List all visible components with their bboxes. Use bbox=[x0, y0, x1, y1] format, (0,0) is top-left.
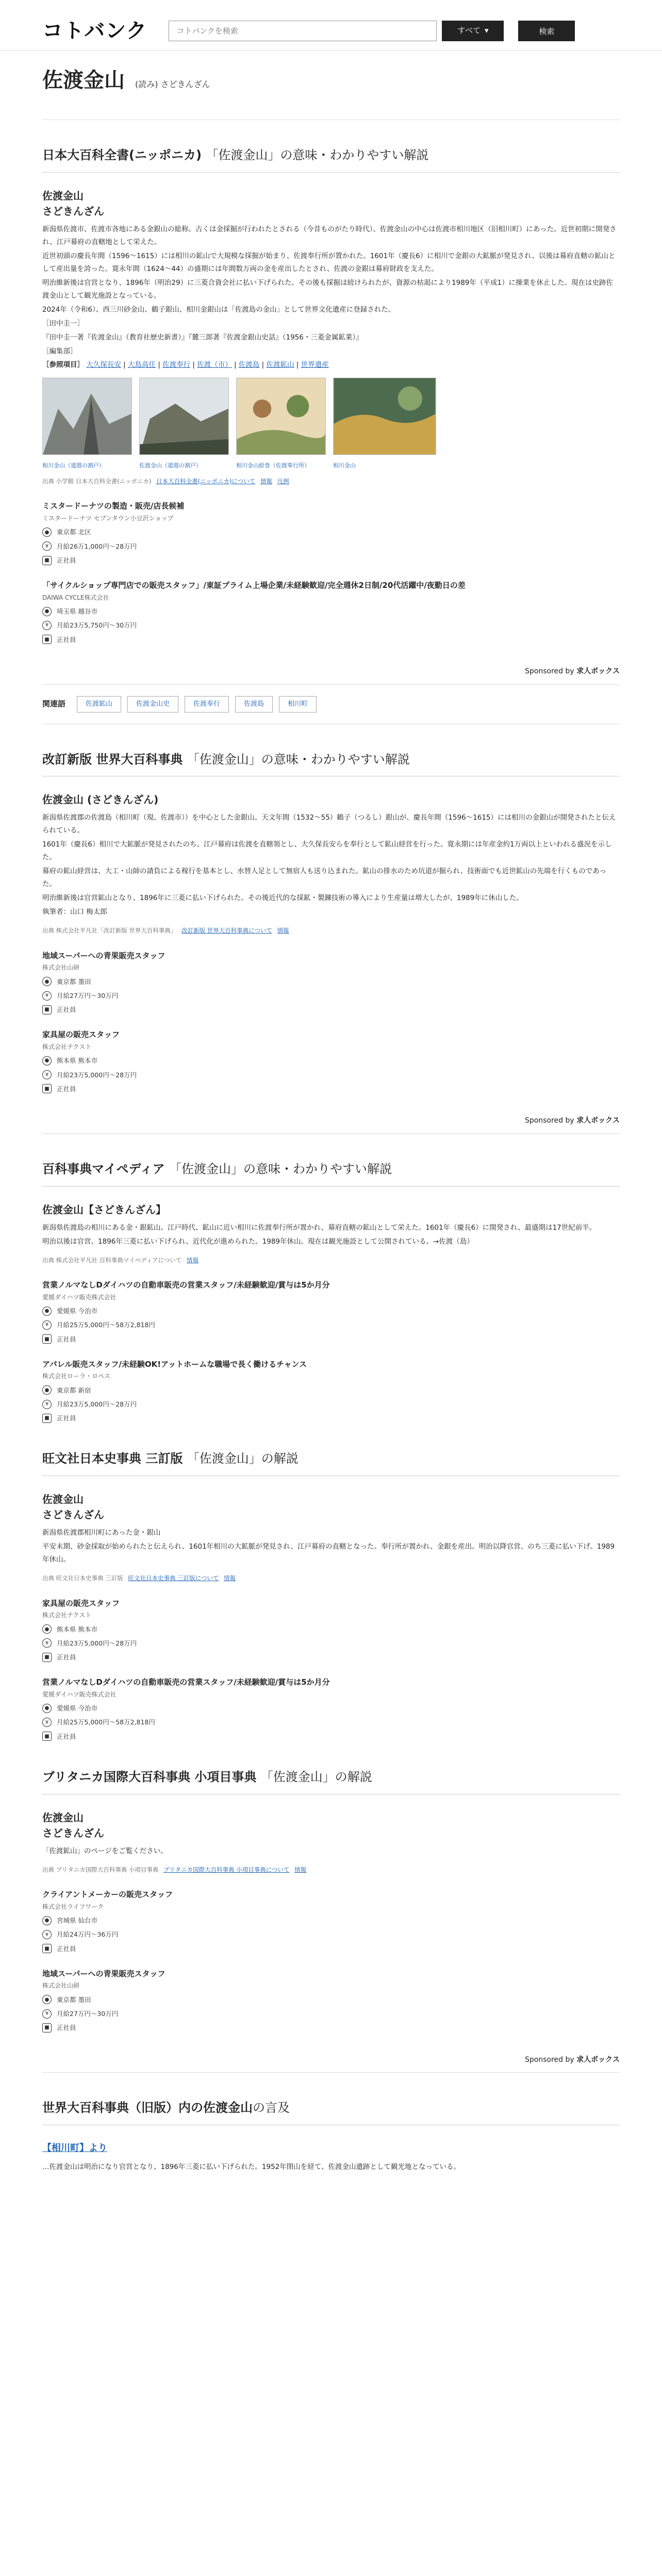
source-text: 出典 株式会社平凡社「改訂新版 世界大百科事典」 bbox=[42, 927, 177, 935]
job-ad[interactable] bbox=[42, 1968, 620, 2033]
section-obunsha bbox=[42, 1448, 620, 1583]
job-ad-type bbox=[42, 1413, 620, 1423]
job-ad[interactable] bbox=[42, 579, 620, 645]
related-chip[interactable]: 相川町 bbox=[279, 696, 317, 713]
entry-paragraph: 2024年（令和6）、西三川砂金山、鶴子銀山、相川金銀山は「佐渡島の金山」として世界文化遺産に登録された。 bbox=[42, 305, 395, 314]
search-button[interactable]: 検索 bbox=[518, 21, 575, 41]
entry-paragraph: 新潟県佐渡市、佐渡市各地にある金銀山の総称。古くは金採掘が行われたとされる（今昔ものがたり時代）、佐渡金山の中心は佐渡市相川地区（旧相川町）にあった。近世初期に開発され、江戸幕府の直轄地として栄えた。 bbox=[42, 225, 617, 246]
ref-item-link[interactable]: 佐渡（市） bbox=[197, 361, 232, 369]
related-chip[interactable]: 佐渡金山史 bbox=[127, 696, 178, 713]
info-link[interactable]: 情報 bbox=[260, 477, 272, 485]
location-pin-icon: ● bbox=[42, 1385, 52, 1395]
sponsor-prefix: Sponsored by bbox=[525, 1116, 574, 1125]
search-scope-label: すべて bbox=[457, 26, 481, 36]
chevron-down-icon: ▾ bbox=[484, 26, 489, 36]
employment-type-text: 正社員 bbox=[57, 1653, 76, 1662]
job-ad-salary bbox=[42, 541, 620, 552]
job-ad-salary bbox=[42, 2008, 620, 2019]
job-ad-location bbox=[42, 1306, 620, 1316]
entry-paragraph: 新潟県佐渡島の相川にある金・銀鉱山。江戸時代、鉱山に近い相川に佐渡奉行所が置かれ、幕府直轄の鉱山として栄えた。1601年（慶長6）に開発され、最盛期は17世紀前半。 bbox=[42, 1223, 597, 1232]
job-ad-type bbox=[42, 1083, 620, 1094]
entry-paragraph: …佐渡金山は明治になり官営となり、1896年三菱に払い下げられた。1952年閉山を経て、佐渡金山遺跡として観光地となっている。 bbox=[42, 2162, 460, 2171]
job-ad-company: 株式会社テクスト bbox=[42, 1612, 92, 1619]
heading-suffix: 「佐渡金山」の解説 bbox=[187, 1451, 299, 1466]
job-ad-salary bbox=[42, 990, 620, 1001]
employment-type-text: 正社員 bbox=[57, 1084, 76, 1093]
salary-text: 月給23万5,000円〜28万円 bbox=[57, 1071, 137, 1079]
location-pin-icon: ● bbox=[42, 1624, 52, 1634]
employment-type-text: 正社員 bbox=[57, 1732, 76, 1740]
related-label: 関連語 bbox=[42, 699, 66, 708]
ref-item-link[interactable]: 世界遺産 bbox=[301, 361, 329, 369]
job-ad-location bbox=[42, 1703, 620, 1714]
source-text: 出典 旺文社日本史事典 三訂版 bbox=[42, 1574, 123, 1582]
ref-item-link[interactable]: 佐渡奉行 bbox=[162, 361, 191, 369]
job-ad-title: 家具屋の販売スタッフ bbox=[42, 1030, 120, 1040]
dictionary-name: 百科事典マイペディア bbox=[42, 1161, 165, 1176]
dictionary-name: 世界大百科事典（旧版）内の bbox=[42, 2100, 203, 2115]
location-text: 宮城県 仙台市 bbox=[57, 1917, 97, 1925]
source-text: 出典 ブリタニカ国際大百科事典 小項目事典 bbox=[42, 1866, 159, 1873]
job-ad-title: 地域スーパーへの青果販売スタッフ bbox=[42, 1969, 166, 1978]
salary-text: 月給23万5,750円〜30万円 bbox=[57, 621, 137, 630]
source-line bbox=[42, 926, 620, 936]
ref-item-link[interactable]: 大島高任 bbox=[127, 361, 156, 369]
photo-item[interactable] bbox=[333, 378, 436, 469]
job-ad-location bbox=[42, 1624, 620, 1635]
ref-item-link[interactable]: 佐渡島 bbox=[238, 361, 260, 369]
briefcase-icon: ■ bbox=[42, 1732, 52, 1741]
location-text: 愛媛県 今治市 bbox=[57, 1307, 97, 1315]
site-logo[interactable]: コトバンク bbox=[42, 19, 147, 43]
job-ad[interactable] bbox=[42, 1028, 620, 1094]
photo-caption: 佐渡金山（道遊の割戸） bbox=[139, 462, 202, 469]
section-heading bbox=[42, 1448, 620, 1476]
author-label: ［田中圭一］ bbox=[42, 319, 84, 328]
location-pin-icon: ● bbox=[42, 528, 52, 537]
job-ad-company: 愛媛ダイハツ販売株式会社 bbox=[42, 1690, 117, 1698]
job-ad-salary bbox=[42, 1319, 620, 1330]
salary-text: 月給27万円〜30万円 bbox=[57, 2010, 119, 2018]
related-terms bbox=[42, 696, 620, 724]
editor-label: ［編集部］ bbox=[42, 347, 77, 355]
photo-caption: 相川金山（道遊の割戸） bbox=[42, 462, 105, 469]
job-ad-type bbox=[42, 1943, 620, 1954]
salary-text: 月給27万円〜30万円 bbox=[57, 991, 119, 999]
photo-item[interactable] bbox=[236, 378, 326, 469]
source-line bbox=[42, 1573, 620, 1584]
sponsor-brand[interactable]: 求人ボックス bbox=[576, 2055, 620, 2064]
entry-paragraph: 1601年（慶長6）相川で大鉱脈が発見されたのち、江戸幕府は佐渡を直轄領とし、大久保長安らを奉行として鉱山経営を行った。寛永期には年産金約1万両以上といわれる盛況を示した。 bbox=[42, 840, 612, 862]
entry-title: 佐渡金山 bbox=[42, 1811, 84, 1824]
dictionary-name: 改訂新版 世界大百科事典 bbox=[42, 752, 183, 767]
source-line bbox=[42, 1865, 620, 1875]
job-ad[interactable] bbox=[42, 1597, 620, 1663]
yen-icon: ¥ bbox=[42, 1930, 52, 1939]
mention-anchor-link[interactable]: 【相川町】より bbox=[42, 2143, 107, 2154]
entry-title: 佐渡金山【さどきんざん】 bbox=[42, 1203, 166, 1216]
job-ad-salary bbox=[42, 1929, 620, 1940]
sponsor-brand[interactable]: 求人ボックス bbox=[576, 1116, 620, 1125]
location-text: 愛媛県 今治市 bbox=[57, 1704, 97, 1713]
entry-title: 佐渡金山 (さどきんざん) bbox=[42, 793, 159, 806]
heading-suffix: 「佐渡金山」の意味・わかりやすい解説 bbox=[206, 148, 429, 162]
job-ad-title: 営業ノルマなしDダイハツの自動車販売の営業スタッフ/未経験歓迎/賞与は5か月分 bbox=[42, 1280, 330, 1290]
job-ad-type bbox=[42, 555, 620, 566]
entry-paragraph: 近世初頭の慶長年間（1596〜1615）には相川の鉱山で大規模な採掘が始まり、佐渡奉行所が置かれた。1601年（慶長6）に相川で金銀の大鉱脈が発見され、以後は幕府直轄の鉱山として産出量を誇った。寛永年間（1624〜44）の盛期には年間数万両の金を産出したとされ、佐渡の金銀は幕府財政を支えた。 bbox=[42, 251, 616, 273]
sponsor-brand[interactable]: 求人ボックス bbox=[576, 667, 620, 675]
entry-reading: さどきんざん bbox=[42, 1826, 104, 1839]
search-bar bbox=[169, 21, 575, 41]
job-ad[interactable] bbox=[42, 500, 620, 566]
salary-text: 月給26万1,000円〜28万円 bbox=[57, 542, 137, 550]
mine-photo-image bbox=[42, 378, 132, 455]
location-text: 熊本県 熊本市 bbox=[57, 1625, 97, 1633]
section-sekai-old bbox=[42, 2097, 620, 2173]
section-heading bbox=[42, 2097, 620, 2125]
section-britannica bbox=[42, 1767, 620, 1875]
entry-paragraph: 幕府の鉱山経営は、大工・山師の請負による稼行を基本とし、水替人足として無宿人も送り込まれた。鉱山の排水のため坑道が掘られ、技術面でも近世鉱山の先端を行くものであった。 bbox=[42, 867, 607, 889]
entry-body bbox=[42, 223, 620, 372]
location-text: 埼玉県 越谷市 bbox=[57, 607, 97, 616]
job-ad-title: 営業ノルマなしDダイハツの自動車販売の営業スタッフ/未経験歓迎/賞与は5か月分 bbox=[42, 1677, 330, 1687]
yen-icon: ¥ bbox=[42, 2009, 52, 2019]
job-ad-salary bbox=[42, 1717, 620, 1727]
yen-icon: ¥ bbox=[42, 991, 52, 1001]
location-text: 東京都 墨田 bbox=[57, 977, 91, 986]
heading-suffix: の言及 bbox=[253, 2100, 290, 2115]
entry-paragraph: 「佐渡鉱山」のページをご覧ください。 bbox=[42, 1846, 168, 1855]
yen-icon: ¥ bbox=[42, 1400, 52, 1409]
yen-icon: ¥ bbox=[42, 1320, 52, 1330]
job-ad-salary bbox=[42, 1638, 620, 1649]
entry-title: 佐渡金山 bbox=[42, 189, 84, 202]
briefcase-icon: ■ bbox=[42, 635, 52, 644]
yen-icon: ¥ bbox=[42, 1070, 52, 1079]
info-link[interactable]: 情報 bbox=[224, 1574, 236, 1582]
location-pin-icon: ● bbox=[42, 1056, 52, 1065]
job-ad-location bbox=[42, 1915, 620, 1926]
source-text: 出典 小学館 日本大百科全書(ニッポニカ) bbox=[42, 477, 152, 485]
location-text: 東京都 新宿 bbox=[57, 1386, 91, 1394]
job-ad-title: アパレル販売スタッフ/未経験OK!アットホームな職場で長く働けるチャンス bbox=[42, 1359, 307, 1369]
job-ad-company: DAIWA CYCLE株式会社 bbox=[42, 594, 109, 601]
related-chip[interactable]: 佐渡鉱山 bbox=[77, 696, 121, 713]
job-ad-type bbox=[42, 1731, 620, 1742]
entry-paragraph: 明治維新後は官営となり、1896年（明治29）に三菱合資会社に払い下げられた。その後も採掘は続けられたが、資源の枯渇により1989年（平成1）に操業を休止した。現在は史跡佐渡金山として観光施設となっている。 bbox=[42, 278, 613, 300]
source-line bbox=[42, 1256, 620, 1266]
dictionary-name: ブリタニカ国際大百科事典 小項目事典 bbox=[42, 1769, 257, 1784]
entry-reading: さどきんざん bbox=[42, 1509, 104, 1521]
employment-type-text: 正社員 bbox=[57, 2024, 76, 2032]
job-ad[interactable] bbox=[42, 1358, 620, 1424]
entry-body bbox=[42, 811, 620, 919]
entry-body bbox=[42, 1222, 620, 1248]
main-content bbox=[42, 50, 620, 2174]
section-heading bbox=[42, 1767, 620, 1794]
job-ad[interactable] bbox=[42, 1888, 620, 1954]
job-ad-location bbox=[42, 1994, 620, 2005]
photo-item[interactable] bbox=[139, 378, 229, 469]
briefcase-icon: ■ bbox=[42, 1653, 52, 1662]
section-heading bbox=[42, 1159, 620, 1187]
section-nipponica bbox=[42, 145, 620, 486]
yen-icon: ¥ bbox=[42, 541, 52, 551]
job-ad-type bbox=[42, 1004, 620, 1015]
employment-type-text: 正社員 bbox=[57, 1944, 76, 1953]
job-ad-company: ミスタードーナツ セブンタウン小豆沢ショップ bbox=[42, 514, 174, 522]
briefcase-icon: ■ bbox=[42, 556, 52, 565]
section-mypedia bbox=[42, 1159, 620, 1265]
job-ad-company: 株式会社山研 bbox=[42, 1982, 80, 1990]
entry-body bbox=[42, 2161, 620, 2174]
job-ad-title: ミスタードーナツの製造・販売/店長候補 bbox=[42, 501, 185, 511]
job-ad-type bbox=[42, 2022, 620, 2033]
location-pin-icon: ● bbox=[42, 1916, 52, 1925]
entry-paragraph: 明治以後は官営、1896年三菱に払い下げられ、近代化が進められた。1989年休山。現在は観光施設として公開されている。→佐渡（島） bbox=[42, 1237, 474, 1246]
heading-suffix: 「佐渡金山」の解説 bbox=[260, 1769, 372, 1784]
location-text: 熊本県 熊本市 bbox=[57, 1057, 97, 1065]
employment-type-text: 正社員 bbox=[57, 556, 76, 564]
salary-text: 月給23万5,000円〜28万円 bbox=[57, 1400, 137, 1408]
page-title: 佐渡金山 bbox=[42, 69, 125, 92]
photo-caption: 相川金山 bbox=[333, 462, 356, 469]
legend-link[interactable]: 凡例 bbox=[277, 477, 289, 485]
briefcase-icon: ■ bbox=[42, 1005, 52, 1014]
sponsored-by bbox=[42, 666, 620, 685]
author-line: 執筆者：山口 梅太郎 bbox=[42, 908, 107, 917]
info-link[interactable]: 情報 bbox=[187, 1256, 199, 1264]
salary-text: 月給23万5,000円〜28万円 bbox=[57, 1639, 137, 1647]
job-ad-salary bbox=[42, 1399, 620, 1410]
employment-type-text: 正社員 bbox=[57, 1335, 76, 1343]
job-ad-salary bbox=[42, 620, 620, 631]
sponsor-prefix: Sponsored by bbox=[525, 2055, 574, 2064]
job-ad[interactable] bbox=[42, 950, 620, 1015]
section-heading bbox=[42, 145, 620, 173]
job-ad-title: クライアントメーカーの販売スタッフ bbox=[42, 1890, 173, 1900]
entry-paragraph: 新潟県佐渡郡相川町にあった金・銀山 bbox=[42, 1529, 161, 1537]
job-ad-location bbox=[42, 527, 620, 537]
briefcase-icon: ■ bbox=[42, 1084, 52, 1093]
search-input[interactable] bbox=[169, 21, 437, 41]
sponsor-prefix: Sponsored by bbox=[525, 667, 574, 675]
section-heading bbox=[42, 749, 620, 777]
sponsored-by bbox=[42, 2054, 620, 2073]
yen-icon: ¥ bbox=[42, 621, 52, 630]
entry-paragraph: 新潟県佐渡郡の佐渡島（相川町（現、佐渡市））を中心とした金銀山。天文年間（1532〜55）鶴子（つるし）銀山が、慶長年間（1596〜1615）には相川の金銀山が開発されたと伝えられている。 bbox=[42, 814, 616, 835]
location-text: 東京都 北区 bbox=[57, 528, 91, 536]
entry-title: 佐渡金山 bbox=[42, 1493, 84, 1506]
job-ad-location bbox=[42, 976, 620, 987]
ref-items-label: ［参照項目］ bbox=[42, 361, 84, 369]
source-link[interactable]: 改訂新版 世界大百科事典について bbox=[181, 927, 272, 935]
job-ad-type bbox=[42, 634, 620, 645]
info-link[interactable]: 情報 bbox=[294, 1866, 307, 1873]
painting-image bbox=[333, 378, 436, 455]
search-scope-select[interactable] bbox=[442, 21, 504, 41]
section-kaitei bbox=[42, 749, 620, 936]
yen-icon: ¥ bbox=[42, 1718, 52, 1727]
briefcase-icon: ■ bbox=[42, 1944, 52, 1953]
location-text: 東京都 墨田 bbox=[57, 1995, 91, 2004]
job-ad-company: 株式会社山研 bbox=[42, 964, 80, 972]
job-ad-location bbox=[42, 606, 620, 617]
yen-icon: ¥ bbox=[42, 1638, 52, 1648]
location-pin-icon: ● bbox=[42, 1995, 52, 2004]
job-ad-location bbox=[42, 1385, 620, 1396]
photo-caption: 相川金山絵巻（佐渡奉行所） bbox=[236, 462, 310, 469]
location-pin-icon: ● bbox=[42, 977, 52, 986]
ref-item-link[interactable]: 佐渡鉱山 bbox=[266, 361, 294, 369]
job-ad[interactable] bbox=[42, 1279, 620, 1345]
heading-term: 佐渡金山 bbox=[203, 2100, 253, 2115]
employment-type-text: 正社員 bbox=[57, 1006, 76, 1014]
entry-paragraph: 平安末期、砂金採取が始められたと伝えられ、1601年相川の大鉱脈が発見され、江戸幕府の直轄となった。奉行所が置かれ、金銀を産出。明治以降官営、のち三菱に払い下げ。1989年休山。 bbox=[42, 1543, 615, 1564]
photo-item[interactable] bbox=[42, 378, 132, 469]
painting-image bbox=[236, 378, 326, 455]
dictionary-name: 日本大百科全書(ニッポニカ) bbox=[42, 148, 202, 162]
job-ad-location bbox=[42, 1055, 620, 1066]
dictionary-name: 旺文社日本史事典 三訂版 bbox=[42, 1451, 183, 1466]
source-link[interactable]: 日本大百科全書(ニッポニカ)について bbox=[156, 477, 256, 485]
page-title-reading: (読み) さどきんざん bbox=[135, 79, 210, 89]
source-link[interactable]: 旺文社日本史事典 三訂版について bbox=[128, 1574, 219, 1582]
employment-type-text: 正社員 bbox=[57, 635, 76, 643]
photo-gallery bbox=[42, 378, 620, 469]
job-ad[interactable] bbox=[42, 1676, 620, 1742]
briefcase-icon: ■ bbox=[42, 2023, 52, 2032]
salary-text: 月給24万円〜36万円 bbox=[57, 1930, 119, 1939]
ref-item-link[interactable]: 大久保長安 bbox=[86, 361, 121, 369]
entry-paragraph: 明治維新後は官営鉱山となり、1896年に三菱に払い下げられた。その後近代的な採鉱・製錬技術の導入により生産量は増大したが、1989年に休山した。 bbox=[42, 894, 523, 903]
entry-body bbox=[42, 1845, 620, 1858]
entry-reading: さどきんざん bbox=[42, 205, 104, 217]
job-ad-company: 愛媛ダイハツ販売株式会社 bbox=[42, 1293, 117, 1301]
entry-body bbox=[42, 1527, 620, 1566]
page-title-row bbox=[42, 63, 620, 120]
job-ad-title: 「サイクルショップ専門店での販売スタッフ」/東証プライム上場企業/未経験歓迎/完全週休2日制/20代活躍中/夜勤日の差 bbox=[42, 581, 466, 590]
job-ad-company: 株式会社ライフワーク bbox=[42, 1903, 104, 1910]
source-link[interactable]: ブリタニカ国際大百科事典 小項目事典について bbox=[163, 1866, 290, 1873]
salary-text: 月給25万5,000円〜58万2,818円 bbox=[57, 1718, 155, 1726]
source-text: 出典 株式会社平凡社 百科事典マイペディアについて bbox=[42, 1256, 182, 1264]
employment-type-text: 正社員 bbox=[57, 1414, 76, 1422]
heading-suffix: 「佐渡金山」の意味・わかりやすい解説 bbox=[187, 752, 410, 767]
job-ad-salary bbox=[42, 1070, 620, 1080]
source-line bbox=[42, 477, 620, 487]
heading-suffix: 「佐渡金山」の意味・わかりやすい解説 bbox=[169, 1161, 392, 1176]
job-ad-type bbox=[42, 1652, 620, 1663]
location-pin-icon: ● bbox=[42, 1307, 52, 1316]
briefcase-icon: ■ bbox=[42, 1414, 52, 1423]
job-ad-title: 家具屋の販売スタッフ bbox=[42, 1598, 120, 1608]
references-line: 『田中圭一著『佐渡金山』（教育社歴史新書）』『麓三郎著『佐渡金銀山史話』（1956・三菱金属鉱業）』 bbox=[42, 333, 363, 342]
job-ad-title: 地域スーパーへの青果販売スタッフ bbox=[42, 951, 166, 960]
job-ad-company: 株式会社ローラ・ロペス bbox=[42, 1372, 111, 1380]
site-header bbox=[0, 0, 662, 50]
related-chip[interactable]: 佐渡島 bbox=[235, 696, 273, 713]
job-ad-company: 株式会社テクスト bbox=[42, 1043, 92, 1050]
salary-text: 月給25万5,000円〜58万2,818円 bbox=[57, 1321, 155, 1329]
related-chip[interactable]: 佐渡奉行 bbox=[185, 696, 229, 713]
location-pin-icon: ● bbox=[42, 607, 52, 616]
ref-items: ［参照項目］ 大久保長安 | 大島高任 | 佐渡奉行 | 佐渡（市） | 佐渡島 | 佐渡鉱山 | 世界遺産 bbox=[42, 361, 329, 369]
location-pin-icon: ● bbox=[42, 1704, 52, 1713]
briefcase-icon: ■ bbox=[42, 1334, 52, 1344]
info-link[interactable]: 情報 bbox=[277, 927, 289, 935]
mine-photo-image bbox=[139, 378, 229, 455]
job-ad-type bbox=[42, 1334, 620, 1345]
sponsored-by bbox=[42, 1115, 620, 1134]
